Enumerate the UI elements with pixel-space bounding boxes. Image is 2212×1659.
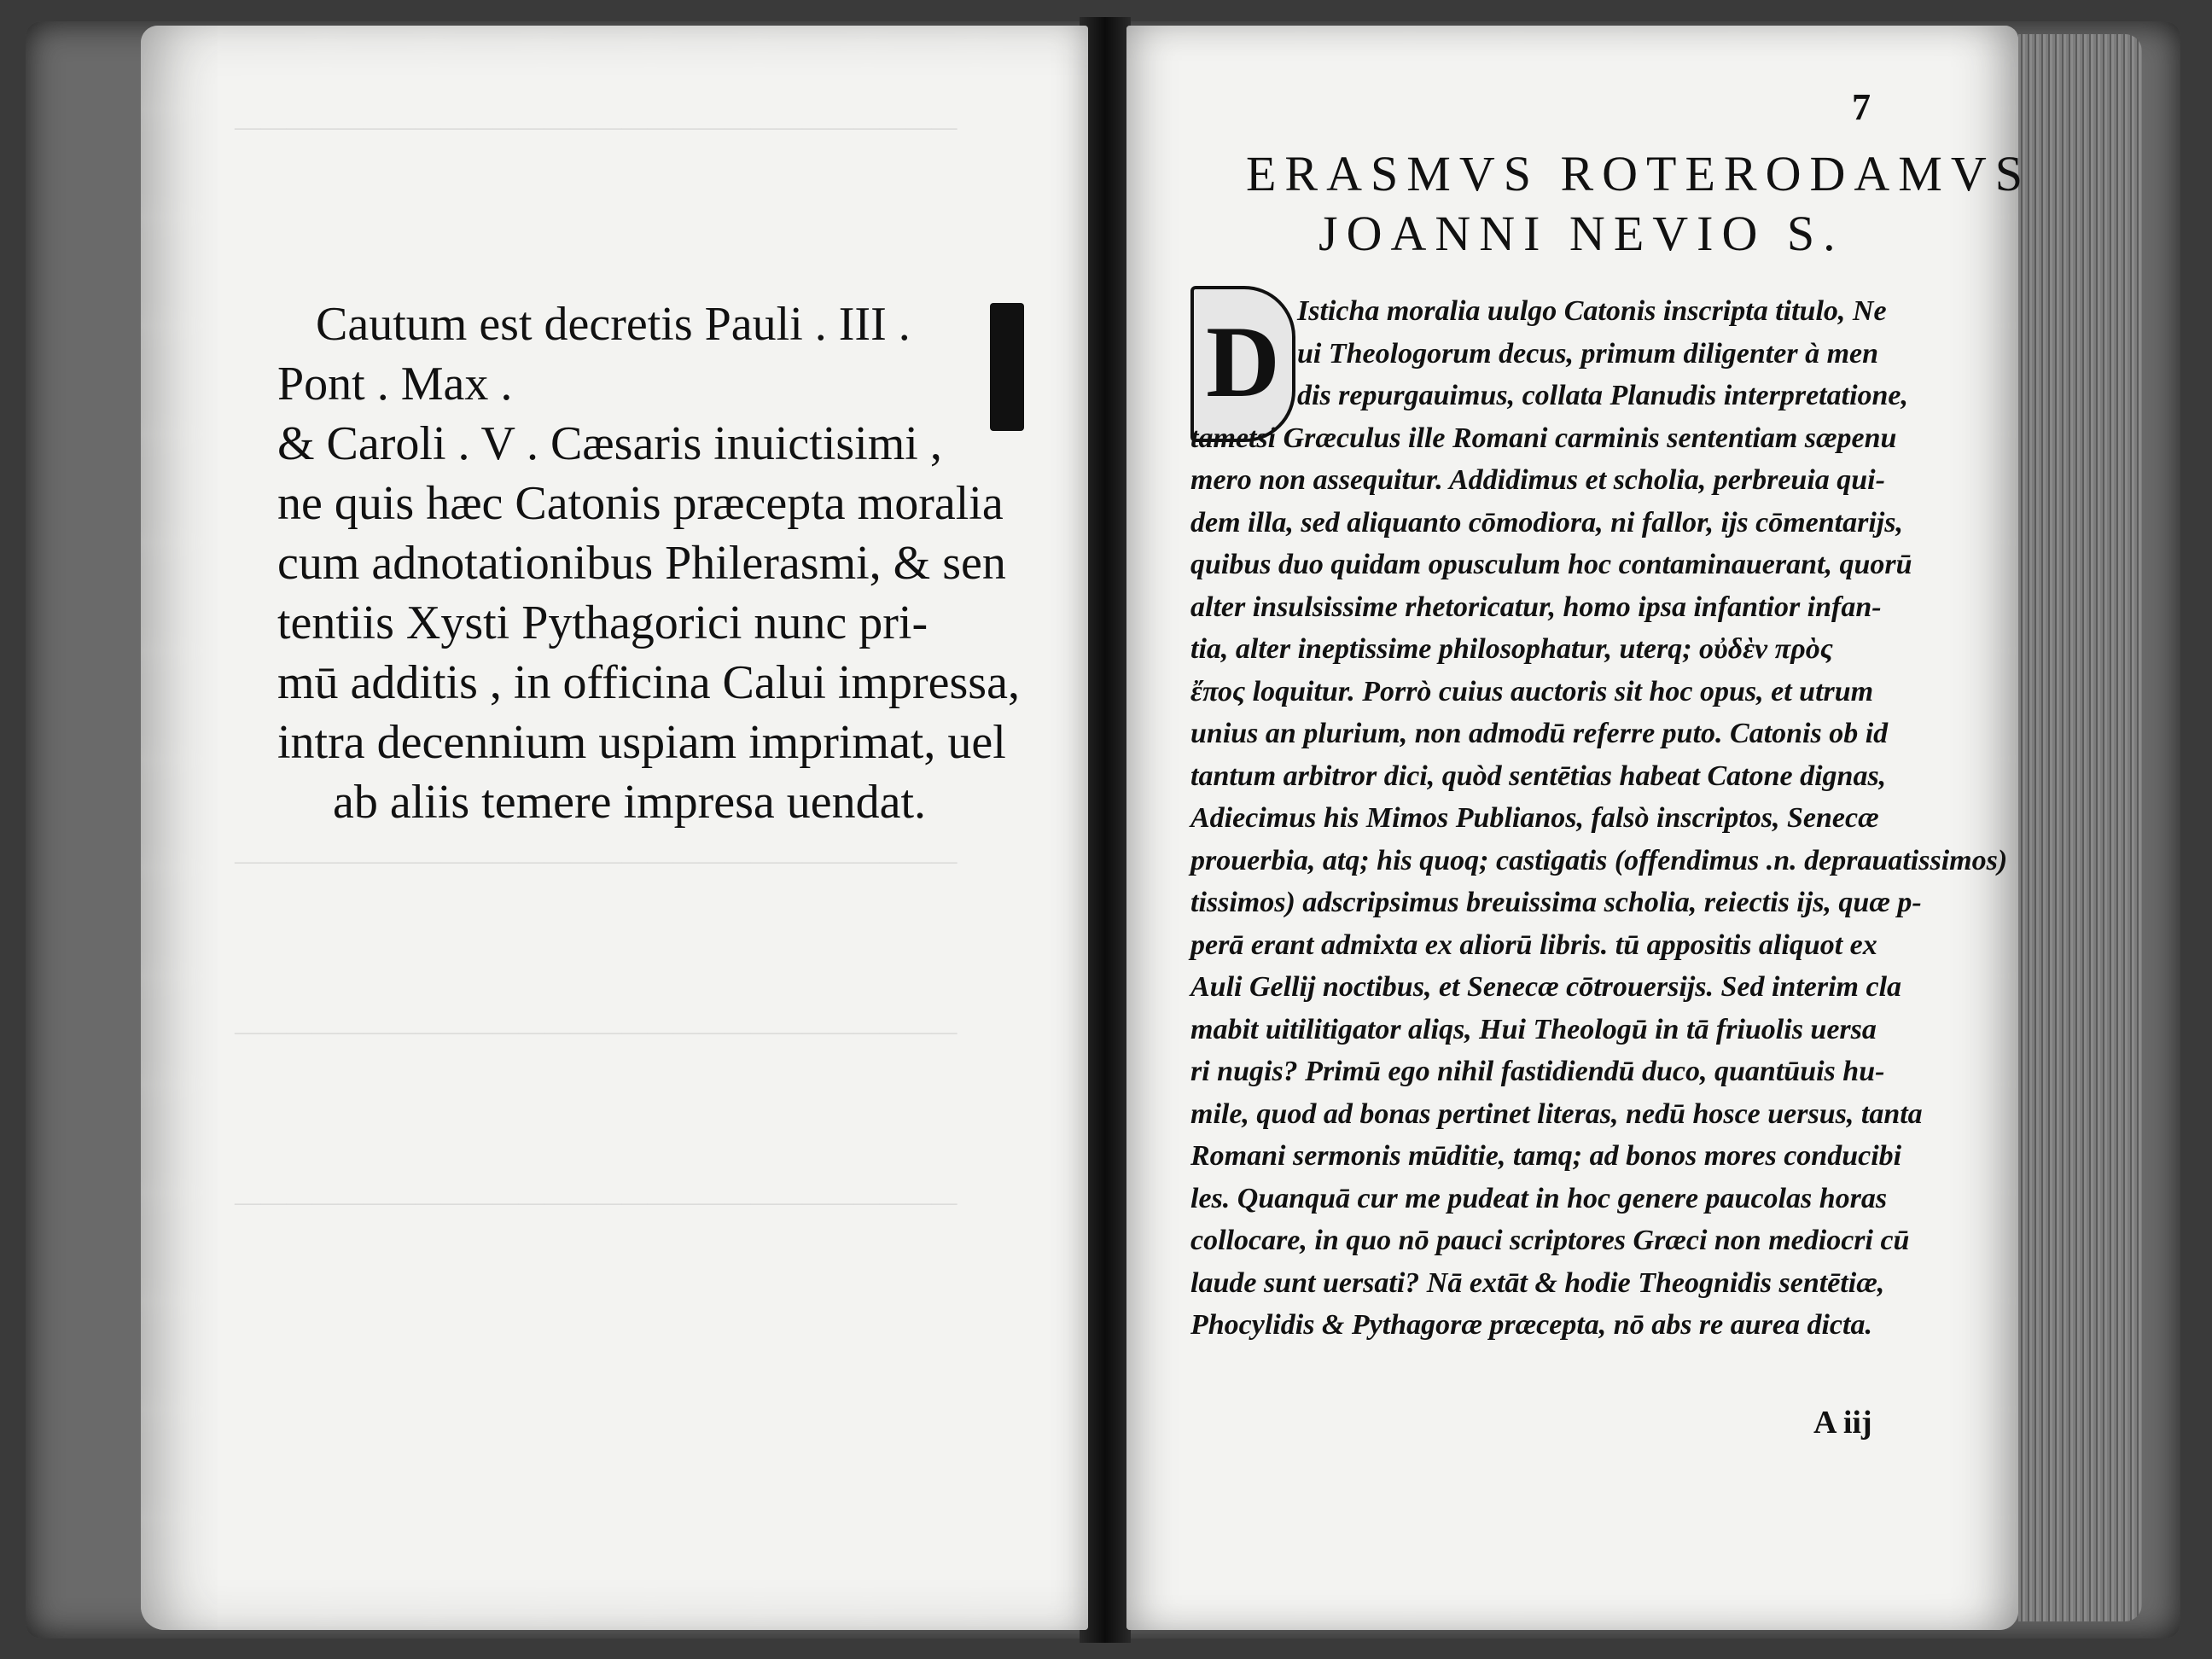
privilege-line: & Caroli . V . Cæsaris inuictisimi , [277,417,942,470]
body-line: tissimos) adscripsimus breuissima scholia, reiectis ijs, quæ p- [1190,887,1922,918]
ink-mark [990,303,1024,431]
heading-recipient: JOANNI NEVIO S. [1318,206,1844,261]
body-line: collocare, in quo nō pauci scriptores Græci non mediocri cū [1190,1225,1910,1256]
body-line: Romani sermonis mūditie, tamq; ad bonos mores conducibi [1190,1140,1902,1172]
show-through-text: ———————————————————————————— [235,1016,958,1047]
body-line: mile, quod ad bonas pertinet literas, nedū hosce uersus, tanta [1190,1097,1923,1130]
decorated-initial: D [1190,286,1295,442]
body-line: laude sunt uersati? Nā extāt & hodie Theognidis sentētiæ, [1190,1266,1885,1299]
body-line: Isticha moralia uulgo Catonis inscripta titulo, Ne [1297,295,1887,327]
privilege-line: tentiis Xysti Pythagorici nunc pri- [277,597,928,649]
heading-author: ERASMVS ROTERODAMVS [1246,146,2031,201]
body-line: les. Quanquā cur me pudeat in hoc genere paucolas horas [1190,1182,1888,1214]
page-edges [2018,34,2142,1621]
show-through-text: ———————————————————————————— [235,111,958,143]
body-line: Phocylidis & Pythagoræ præcepta, nō abs re aurea dicta. [1190,1309,1872,1341]
privilege-notice [277,294,1045,832]
privilege-line: intra decennium uspiam imprimat, uel [277,716,1006,769]
privilege-line: ab aliis temere impresa uendat. [333,776,927,829]
body-line: ri nugis? Primū ego nihil fastidiendū duco, quantūuis hu- [1190,1056,1885,1087]
body-line: tantum arbitror dici, quòd sentētias habeat Catone dignas, [1190,760,1887,792]
body-line: alter insulsissime rhetoricatur, homo ipsa infantior infan- [1190,591,1882,623]
privilege-line: mū additis , in officina Calui impressa, [277,656,1020,709]
privilege-line: ne quis hæc Catonis præcepta moralia [277,477,1004,530]
body-line: Adiecimus his Mimos Publianos, falsò inscriptos, Senecæ [1190,802,1879,834]
privilege-line: cum adnotationibus Philerasmi, & sen [277,537,1006,590]
signature-mark: A iij [1813,1405,1872,1441]
body-line: ἔπος loquitur. Porrò cuius auctoris sit hoc opus, et utrum [1190,675,1874,707]
show-through-text: ———————————————————————————— [235,1186,958,1218]
body-line: mabit uitilitigator aliqs, Hui Theologū in tā friuolis uersa [1190,1013,1877,1045]
body-line: Auli Gellij noctibus, et Senecæ cōtrouersijs. Sed interim cla [1190,971,1902,1003]
body-line: dis repurgauimus, collata Planudis interpretatione, [1297,380,1909,411]
body-line: quibus duo quidam opusculum hoc contaminauerant, quorū [1190,549,1912,580]
body-line: mero non assequitur. Addidimus et scholia, perbreuia qui- [1190,464,1885,496]
body-line: tia, alter ineptissime philosophatur, uterq; οὐδὲν πρὸς [1190,633,1833,665]
body-line: perā erant admixta ex aliorū libris. tū appositis aliquot ex [1190,928,1877,961]
body-line: ui Theologorum decus, primum diligenter à men [1297,337,1879,370]
body-line: unius an plurium, non admodū referre puto. Catonis ob id [1190,718,1889,749]
privilege-line: Pont . Max . [277,358,513,410]
body-line: tametsi Græculus ille Romani carminis sententiam sæpenu [1190,422,1897,454]
letter-body [1190,290,2008,1347]
privilege-line: Cautum est decretis Pauli . III . [316,298,911,351]
folio-number: 7 [1852,86,1871,128]
body-line: dem illa, sed aliquanto cōmodiora, ni fallor, ijs cōmentarijs, [1190,506,1903,538]
show-through-text: ———————————————————————————— [235,845,958,876]
body-line: prouerbia, atq; his quoq; castigatis (offendimus .n. deprauatissimos) [1190,844,2008,876]
